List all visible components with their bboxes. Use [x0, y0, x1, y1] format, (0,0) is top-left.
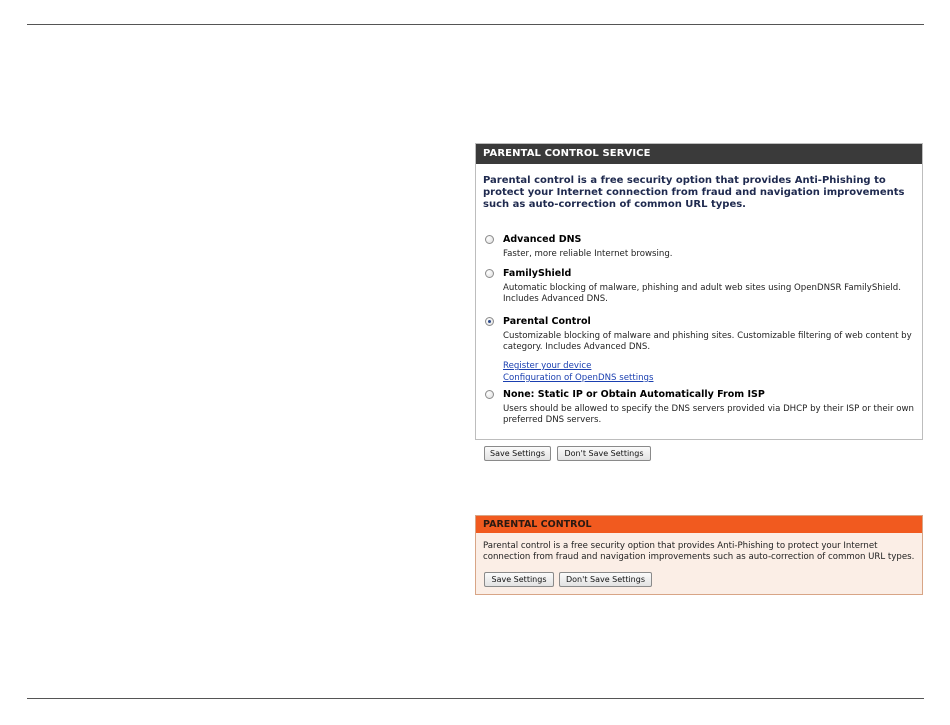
- radio-advanced-dns[interactable]: [485, 235, 494, 244]
- radio-familyshield[interactable]: [485, 269, 494, 278]
- dont-save-settings-button[interactable]: Don't Save Settings: [557, 446, 651, 461]
- radio-none-static-ip[interactable]: [485, 390, 494, 399]
- option-label: FamilyShield: [503, 268, 572, 279]
- parental-control-service-panel: [475, 143, 923, 440]
- parental-control-panel: [475, 515, 923, 595]
- panel-header: PARENTAL CONTROL SERVICE: [476, 144, 922, 164]
- register-device-link[interactable]: Register your device: [503, 361, 592, 371]
- opendns-settings-link[interactable]: Configuration of OpenDNS settings: [503, 373, 654, 383]
- bottom-rule: [27, 698, 924, 699]
- option-label: None: Static IP or Obtain Automatically From ISP: [503, 389, 765, 400]
- option-label: Parental Control: [503, 316, 591, 327]
- dont-save-settings-button[interactable]: Don't Save Settings: [559, 572, 652, 587]
- option-description: Automatic blocking of malware, phishing and adult web sites using OpenDNSR FamilyShield. Includes Advanced DNS.: [503, 283, 901, 304]
- option-description: Users should be allowed to specify the DNS servers provided via DHCP by their ISP or their own preferred DNS servers.: [503, 404, 915, 425]
- option-label: Advanced DNS: [503, 234, 582, 245]
- radio-parental-control[interactable]: [485, 317, 494, 326]
- save-settings-button[interactable]: Save Settings: [484, 446, 551, 461]
- top-rule: [27, 24, 924, 25]
- option-description: Customizable blocking of malware and phishing sites. Customizable filtering of web content by category. Includes Advanced DNS.: [503, 331, 912, 352]
- panel-header: PARENTAL CONTROL: [476, 516, 922, 533]
- save-settings-button[interactable]: Save Settings: [484, 572, 554, 587]
- panel-description: Parental control is a free security option that provides Anti-Phishing to protect your Internet connection from fraud and navigation improvements such as auto-correction of common URL types.: [483, 541, 915, 562]
- panel-intro-text: Parental control is a free security option that provides Anti-Phishing to protect your Internet connection from fraud and navigation improvements such as auto-correction of common URL types.: [483, 175, 905, 210]
- option-description: Faster, more reliable Internet browsing.: [503, 249, 673, 259]
